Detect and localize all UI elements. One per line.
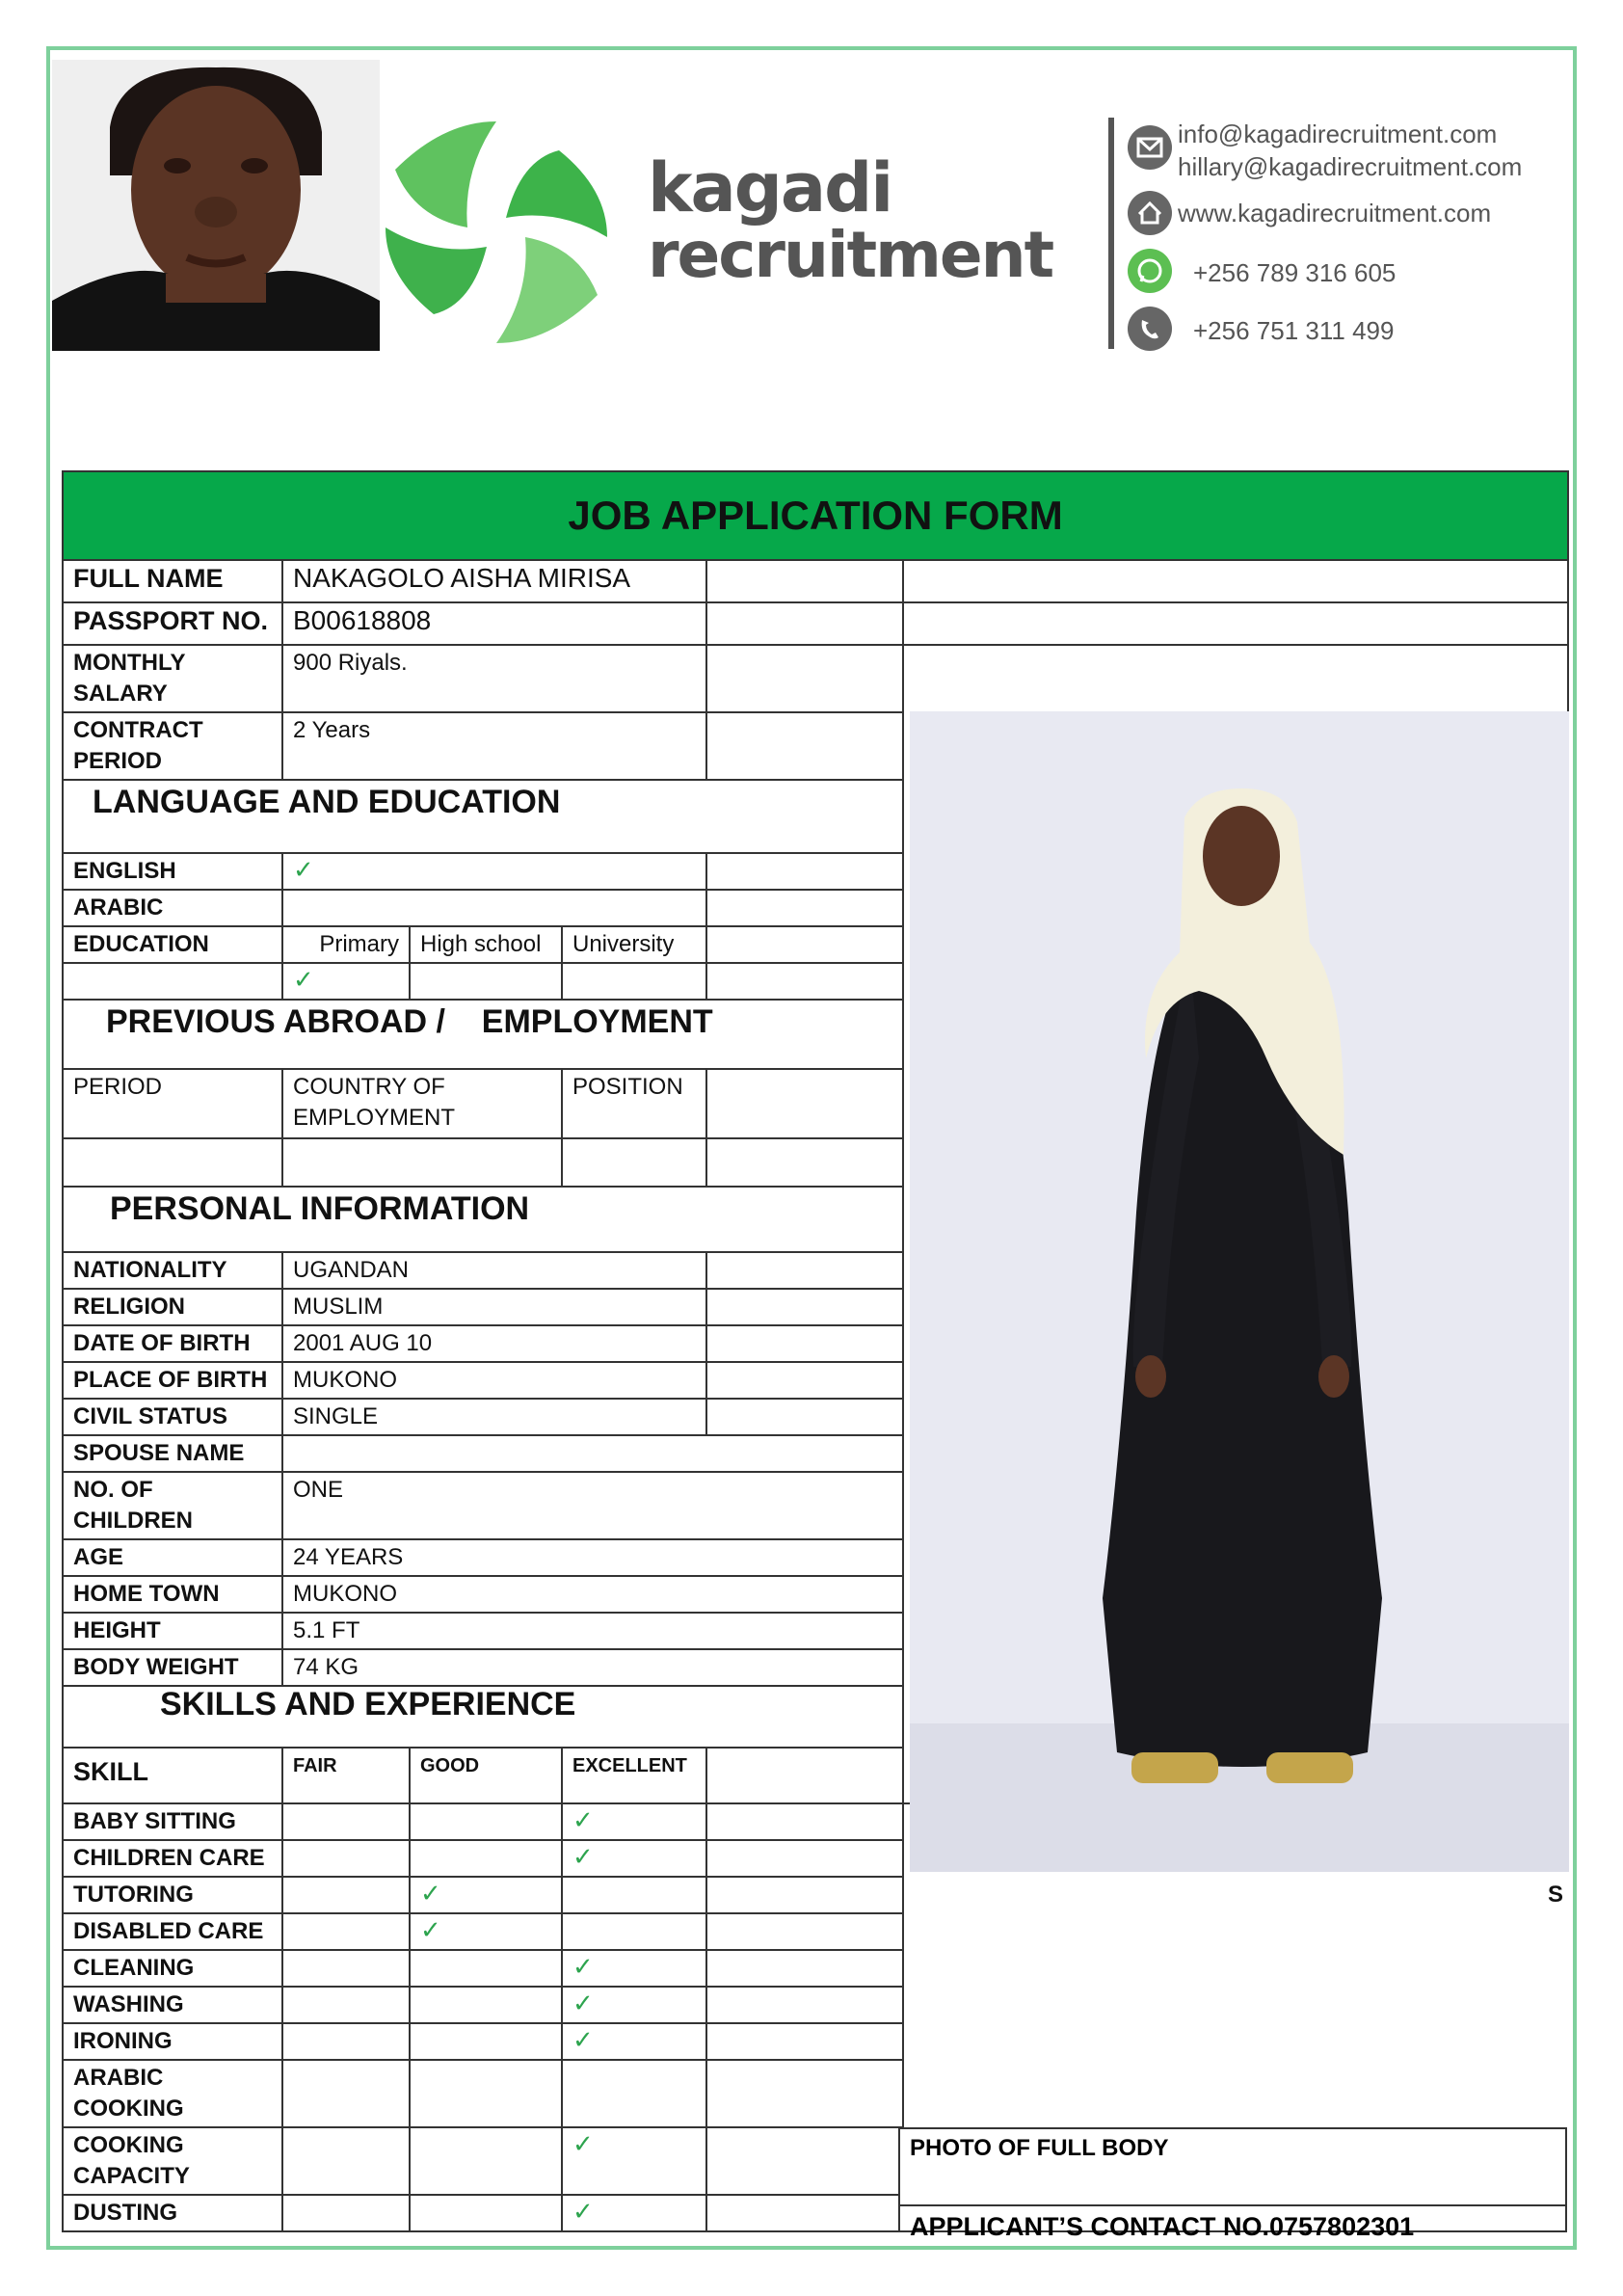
phone-number[interactable]: +256 751 311 499 bbox=[1193, 316, 1395, 345]
empty-cell bbox=[706, 1399, 903, 1435]
empty-cell bbox=[706, 1325, 903, 1362]
full-body-photo-cell bbox=[903, 645, 1568, 1908]
skill-fair-cell bbox=[282, 1950, 410, 1987]
salary-label: MONTHLY SALARY bbox=[63, 645, 282, 712]
form-title: JOB APPLICATION FORM bbox=[63, 471, 1568, 560]
skill-good-cell bbox=[410, 1840, 562, 1877]
personal-label: AGE bbox=[63, 1539, 282, 1576]
check-icon: ✓ bbox=[572, 2025, 594, 2054]
empty-cell bbox=[706, 1252, 903, 1289]
personal-label: NO. OF CHILDREN bbox=[63, 1472, 282, 1539]
previous-abroad-heading: PREVIOUS ABROAD / EMPLOYMENT bbox=[63, 1000, 903, 1069]
empty-cell bbox=[903, 602, 1568, 645]
personal-value: MUKONO bbox=[282, 1362, 706, 1399]
skill-name: COOKING CAPACITY bbox=[63, 2127, 282, 2195]
empty-cell bbox=[706, 2023, 903, 2060]
brand-line1: kagadi bbox=[648, 148, 892, 227]
edu-primary: Primary bbox=[282, 926, 410, 963]
skill-good-cell bbox=[410, 1987, 562, 2023]
application-form bbox=[62, 470, 1569, 2232]
period-label: PERIOD bbox=[63, 1069, 282, 1138]
empty-cell bbox=[706, 1748, 903, 1803]
skill-name: ARABIC COOKING bbox=[63, 2060, 282, 2127]
skill-fair-cell bbox=[282, 1840, 410, 1877]
skill-excellent-cell bbox=[562, 2195, 706, 2231]
skill-fair-cell bbox=[282, 2195, 410, 2231]
skill-good-cell bbox=[410, 1913, 562, 1950]
personal-label: BODY WEIGHT bbox=[63, 1649, 282, 1686]
skill-excellent-cell bbox=[562, 1840, 706, 1877]
education-label: EDUCATION bbox=[63, 926, 282, 963]
arabic-label: ARABIC bbox=[63, 890, 282, 926]
brand-name bbox=[648, 148, 1053, 292]
brand-line2: recruitment bbox=[648, 218, 1053, 292]
empty-cell bbox=[562, 1138, 706, 1187]
skill-fair-cell bbox=[282, 2023, 410, 2060]
personal-label: RELIGION bbox=[63, 1289, 282, 1325]
arabic-value bbox=[282, 890, 706, 926]
kagadi-logo-icon bbox=[376, 112, 617, 353]
personal-label: HEIGHT bbox=[63, 1613, 282, 1649]
personal-label: PLACE OF BIRTH bbox=[63, 1362, 282, 1399]
empty-cell bbox=[903, 560, 1568, 602]
empty-cell bbox=[706, 1069, 903, 1138]
check-icon: ✓ bbox=[572, 1805, 594, 1834]
skill-good-cell bbox=[410, 1877, 562, 1913]
empty-cell bbox=[706, 853, 903, 890]
skills-experience-heading: SKILLS AND EXPERIENCE bbox=[63, 1686, 903, 1748]
check-icon: ✓ bbox=[420, 1915, 441, 1944]
email-1[interactable]: info@kagadirecruitment.com bbox=[1178, 120, 1498, 148]
website[interactable]: www.kagadirecruitment.com bbox=[1178, 199, 1492, 227]
personal-label: CIVIL STATUS bbox=[63, 1399, 282, 1435]
skill-fair-cell bbox=[282, 2060, 410, 2127]
phone-icon bbox=[1128, 307, 1172, 351]
skill-good-cell bbox=[410, 2127, 562, 2195]
skill-good-cell bbox=[410, 2195, 562, 2231]
skill-excellent-cell bbox=[562, 2127, 706, 2195]
email-icon bbox=[1128, 125, 1172, 170]
empty-cell bbox=[706, 1289, 903, 1325]
skill-name: DISABLED CARE bbox=[63, 1913, 282, 1950]
empty-cell bbox=[706, 2195, 903, 2231]
english-label: ENGLISH bbox=[63, 853, 282, 890]
full-name-value: NAKAGOLO AISHA MIRISA bbox=[282, 560, 706, 602]
skill-name: BABY SITTING bbox=[63, 1803, 282, 1840]
personal-information-heading: PERSONAL INFORMATION bbox=[63, 1187, 903, 1252]
skill-name: WASHING bbox=[63, 1987, 282, 2023]
skill-label: SKILL bbox=[63, 1748, 282, 1803]
personal-value: SINGLE bbox=[282, 1399, 706, 1435]
check-icon: ✓ bbox=[293, 965, 314, 994]
fair-label: FAIR bbox=[282, 1748, 410, 1803]
passport-value: B00618808 bbox=[282, 602, 706, 645]
personal-value: ONE bbox=[282, 1472, 903, 1539]
skill-fair-cell bbox=[282, 2127, 410, 2195]
personal-value: 74 KG bbox=[282, 1649, 903, 1686]
empty-cell bbox=[63, 963, 282, 1000]
personal-label: SPOUSE NAME bbox=[63, 1435, 282, 1472]
contract-label: CONTRACT PERIOD bbox=[63, 712, 282, 780]
salary-value: 900 Riyals. bbox=[282, 645, 706, 712]
empty-cell bbox=[63, 1138, 282, 1187]
skill-excellent-cell bbox=[562, 1803, 706, 1840]
skill-name: IRONING bbox=[63, 2023, 282, 2060]
skill-good-cell bbox=[410, 1950, 562, 1987]
edu-high-school: High school bbox=[410, 926, 562, 963]
empty-cell bbox=[706, 560, 903, 602]
empty-cell bbox=[706, 602, 903, 645]
skill-name: CHILDREN CARE bbox=[63, 1840, 282, 1877]
photo-caption-box bbox=[898, 2127, 1567, 2241]
empty-cell bbox=[562, 963, 706, 1000]
email-2[interactable]: hillary@kagadirecruitment.com bbox=[1178, 152, 1523, 181]
check-icon: ✓ bbox=[572, 1842, 594, 1871]
check-icon: ✓ bbox=[572, 2129, 594, 2158]
passport-label: PASSPORT NO. bbox=[63, 602, 282, 645]
contact-divider bbox=[1108, 118, 1114, 349]
check-icon: ✓ bbox=[572, 2197, 594, 2226]
personal-label: HOME TOWN bbox=[63, 1576, 282, 1613]
skill-good-cell bbox=[410, 2023, 562, 2060]
empty-cell bbox=[706, 1987, 903, 2023]
check-icon: ✓ bbox=[572, 1989, 594, 2017]
full-name-label: FULL NAME bbox=[63, 560, 282, 602]
whatsapp-icon bbox=[1128, 249, 1172, 293]
edu-university: University bbox=[562, 926, 706, 963]
empty-cell bbox=[706, 926, 903, 963]
empty-cell bbox=[706, 963, 903, 1000]
skill-good-cell bbox=[410, 1803, 562, 1840]
home-icon bbox=[1128, 191, 1172, 235]
skill-fair-cell bbox=[282, 1913, 410, 1950]
applicant-contact[interactable]: APPLICANT’S CONTACT NO.0757802301 bbox=[910, 2212, 1415, 2241]
country-label: COUNTRY OF EMPLOYMENT bbox=[282, 1069, 562, 1138]
skill-excellent-cell bbox=[562, 1913, 706, 1950]
personal-value: 24 YEARS bbox=[282, 1539, 903, 1576]
excellent-label: EXCELLENT bbox=[562, 1748, 706, 1803]
whatsapp-number[interactable]: +256 789 316 605 bbox=[1193, 258, 1397, 287]
empty-cell bbox=[706, 1840, 903, 1877]
empty-cell bbox=[706, 2127, 903, 2195]
empty-cell bbox=[706, 890, 903, 926]
empty-cell bbox=[410, 963, 562, 1000]
personal-value: 5.1 FT bbox=[282, 1613, 903, 1649]
personal-value: 2001 AUG 10 bbox=[282, 1325, 706, 1362]
empty-cell bbox=[282, 1138, 562, 1187]
empty-cell bbox=[706, 645, 903, 712]
personal-value: MUSLIM bbox=[282, 1289, 706, 1325]
photo-caption: PHOTO OF FULL BODY bbox=[900, 2129, 1565, 2206]
empty-cell bbox=[706, 2060, 903, 2127]
empty-cell bbox=[706, 1877, 903, 1913]
skill-fair-cell bbox=[282, 1877, 410, 1913]
skill-excellent-cell bbox=[562, 2060, 706, 2127]
check-icon: ✓ bbox=[420, 1879, 441, 1908]
position-label: POSITION bbox=[562, 1069, 706, 1138]
skill-good-cell bbox=[410, 2060, 562, 2127]
personal-label: DATE OF BIRTH bbox=[63, 1325, 282, 1362]
empty-cell bbox=[706, 1803, 903, 1840]
empty-cell bbox=[706, 1362, 903, 1399]
empty-cell bbox=[706, 1138, 903, 1187]
empty-cell bbox=[706, 1913, 903, 1950]
good-label: GOOD bbox=[410, 1748, 562, 1803]
personal-value: UGANDAN bbox=[282, 1252, 706, 1289]
edu-primary-check bbox=[282, 963, 410, 1000]
photo-note: S bbox=[1548, 1882, 1564, 1908]
personal-value: MUKONO bbox=[282, 1576, 903, 1613]
check-icon: ✓ bbox=[293, 855, 314, 884]
language-education-heading: LANGUAGE AND EDUCATION bbox=[63, 780, 903, 853]
skill-excellent-cell bbox=[562, 1987, 706, 2023]
skill-excellent-cell bbox=[562, 2023, 706, 2060]
contract-value: 2 Years bbox=[282, 712, 706, 780]
full-body-photo bbox=[910, 711, 1569, 1872]
skill-excellent-cell bbox=[562, 1877, 706, 1913]
skill-name: TUTORING bbox=[63, 1877, 282, 1913]
passport-photo bbox=[52, 60, 380, 351]
english-check bbox=[282, 853, 706, 890]
skill-name: CLEANING bbox=[63, 1950, 282, 1987]
skill-name: DUSTING bbox=[63, 2195, 282, 2231]
personal-value bbox=[282, 1435, 903, 1472]
empty-cell bbox=[706, 712, 903, 780]
empty-cell bbox=[706, 1950, 903, 1987]
skill-fair-cell bbox=[282, 1987, 410, 2023]
personal-label: NATIONALITY bbox=[63, 1252, 282, 1289]
skill-fair-cell bbox=[282, 1803, 410, 1840]
check-icon: ✓ bbox=[572, 1952, 594, 1981]
skill-excellent-cell bbox=[562, 1950, 706, 1987]
